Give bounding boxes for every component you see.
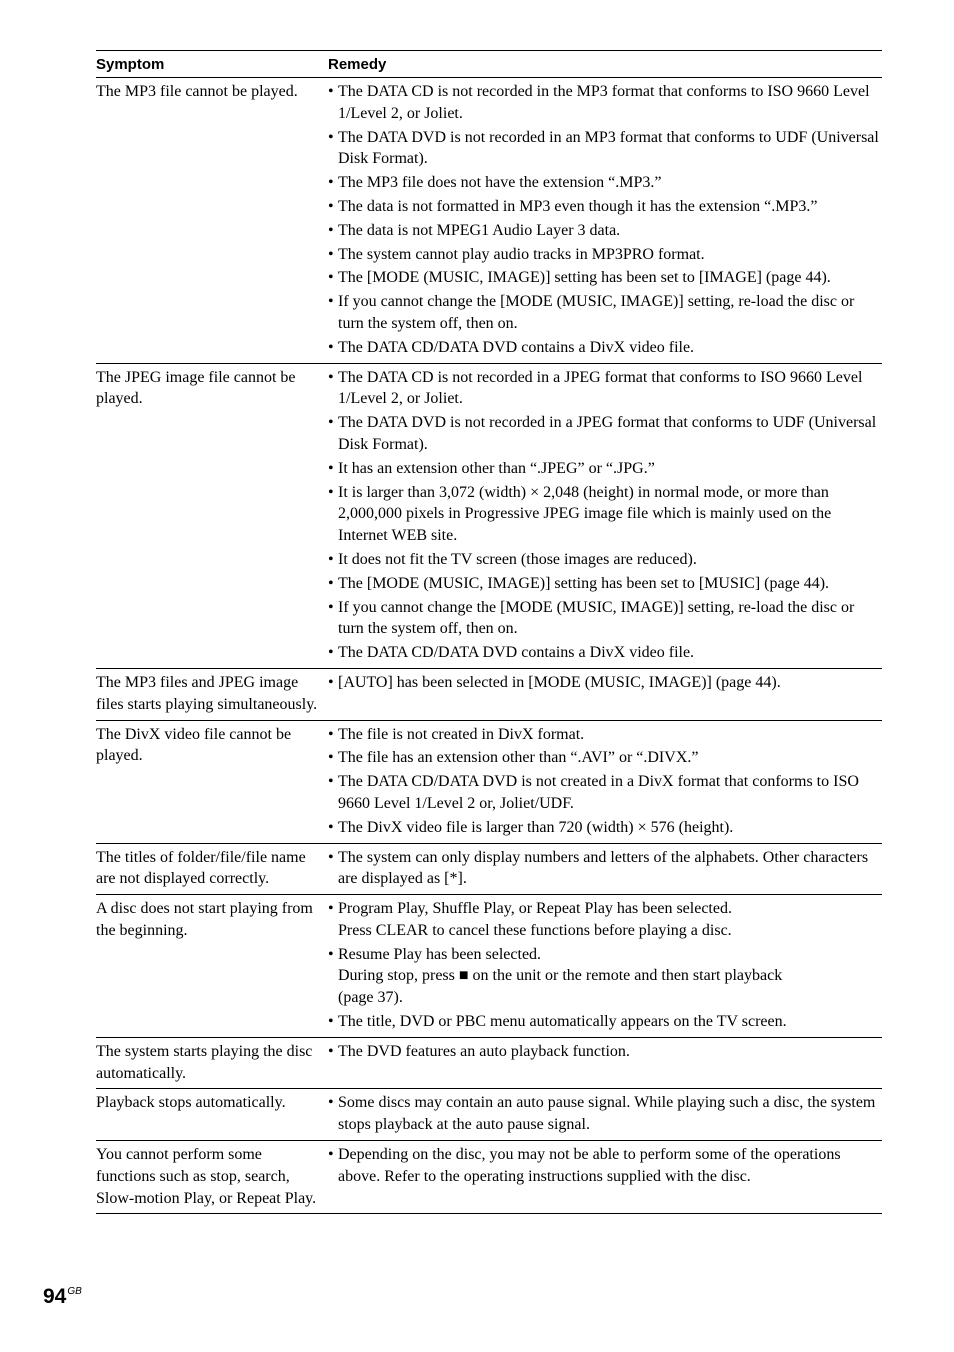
remedy-item: • The file has an extension other than “.AVI” or “.DIVX.” — [328, 747, 882, 769]
remedy-cell — [328, 724, 882, 839]
remedy-item: • The DATA CD/DATA DVD contains a DivX video file. — [328, 642, 882, 664]
symptom-cell: The system starts playing the disc automatically. — [96, 1042, 313, 1082]
symptom-cell: The DivX video file cannot be played. — [96, 725, 292, 765]
remedy-item: • It is larger than 3,072 (width) × 2,048 (height) in normal mode, or more than 2,000,000 pixels in Progressive JPEG image file which is mainly used on the Internet WEB site. — [328, 482, 882, 547]
remedy-item: • The title, DVD or PBC menu automatically appears on the TV screen. — [328, 1011, 882, 1033]
table-body — [96, 78, 882, 1214]
remedy-item: • [AUTO] has been selected in [MODE (MUSIC, IMAGE)] (page 44). — [328, 672, 882, 694]
symptom-cell: Playback stops automatically. — [96, 1094, 286, 1112]
remedy-item: • If you cannot change the [MODE (MUSIC, IMAGE)] setting, re-load the disc or turn the system off, then on. — [328, 291, 882, 335]
remedy-item: • The DATA CD/DATA DVD is not created in a DivX format that conforms to ISO 9660 Level 1/Level 2 or, Joliet/UDF. — [328, 771, 882, 815]
symptom-cell: The titles of folder/file/file name are not displayed correctly. — [96, 848, 306, 888]
remedy-item: • The DVD features an auto playback function. — [328, 1041, 882, 1063]
table-row — [96, 1038, 882, 1090]
remedy-item: • It does not fit the TV screen (those images are reduced). — [328, 549, 882, 571]
remedy-item: • The [MODE (MUSIC, IMAGE)] setting has been set to [IMAGE] (page 44). — [328, 267, 882, 289]
remedy-cell — [328, 847, 882, 891]
remedy-item: • It has an extension other than “.JPEG” or “.JPG.” — [328, 458, 882, 480]
table-row — [96, 78, 882, 364]
remedy-item: • Depending on the disc, you may not be able to perform some of the operations above. Refer to the operating instructions supplied with the disc. — [328, 1144, 882, 1188]
table-row — [96, 1089, 882, 1141]
remedy-item: • The system can only display numbers and letters of the alphabets. Other characters are displayed as [*]. — [328, 847, 882, 891]
remedy-cell — [328, 1092, 882, 1136]
symptom-column-header: Symptom — [96, 55, 165, 73]
remedy-item: • The data is not formatted in MP3 even though it has the extension “.MP3.” — [328, 196, 882, 218]
remedy-item: • The system cannot play audio tracks in MP3PRO format. — [328, 244, 882, 266]
remedy-item: • The MP3 file does not have the extension “.MP3.” — [328, 172, 882, 194]
remedy-cell — [328, 367, 882, 664]
remedy-item: • The [MODE (MUSIC, IMAGE)] setting has been set to [MUSIC] (page 44). — [328, 573, 882, 595]
remedy-cell — [328, 672, 882, 716]
symptom-cell: The MP3 file cannot be played. — [96, 83, 298, 100]
remedy-item: • Program Play, Shuffle Play, or Repeat Play has been selected. Press CLEAR to cancel these functions before playing a disc. — [328, 898, 882, 942]
symptom-cell: A disc does not start playing from the beginning. — [96, 900, 313, 939]
troubleshooting-table — [96, 50, 882, 1214]
table-header — [96, 50, 882, 78]
remedy-item: • Some discs may contain an auto pause signal. While playing such a disc, the system stops playback at the auto pause signal. — [328, 1092, 882, 1136]
table-row — [96, 895, 882, 1038]
symptom-cell: The JPEG image file cannot be played. — [96, 368, 296, 408]
remedy-cell — [328, 1041, 882, 1085]
remedy-item: • The DATA DVD is not recorded in an MP3 format that conforms to UDF (Universal Disk Format). — [328, 127, 882, 171]
remedy-item: • The file is not created in DivX format. — [328, 724, 882, 746]
table-row — [96, 721, 882, 844]
remedy-item: • If you cannot change the [MODE (MUSIC, IMAGE)] setting, re-load the disc or turn the system off, then on. — [328, 597, 882, 641]
page-number-value: 94 — [43, 1285, 67, 1308]
remedy-cell — [328, 81, 882, 359]
remedy-item: • The data is not MPEG1 Audio Layer 3 data. — [328, 220, 882, 242]
remedy-cell — [328, 1144, 882, 1209]
region-code: GB — [67, 1286, 82, 1297]
table-row — [96, 844, 882, 896]
remedy-item: • Resume Play has been selected. During stop, press ■ on the unit or the remote and then start playback (page 37). — [328, 944, 882, 1009]
table-row — [96, 1141, 882, 1214]
remedy-cell — [328, 898, 882, 1033]
page-number — [43, 1285, 82, 1309]
remedy-column-header: Remedy — [328, 55, 387, 73]
symptom-cell: The MP3 files and JPEG image files starts playing simultaneously. — [96, 673, 318, 713]
remedy-item: • The DATA CD/DATA DVD contains a DivX video file. — [328, 337, 882, 359]
symptom-cell: You cannot perform some functions such as stop, search, Slow-motion Play, or Repeat Play. — [96, 1146, 317, 1207]
table-row — [96, 364, 882, 669]
table-row — [96, 669, 882, 721]
remedy-item: • The DATA CD is not recorded in a JPEG format that conforms to ISO 9660 Level 1/Level 2, or Joliet. — [328, 367, 882, 411]
remedy-item: • The DivX video file is larger than 720 (width) × 576 (height). — [328, 817, 882, 839]
remedy-item: • The DATA CD is not recorded in the MP3 format that conforms to ISO 9660 Level 1/Level 2, or Joliet. — [328, 81, 882, 125]
remedy-item: • The DATA DVD is not recorded in a JPEG format that conforms to UDF (Universal Disk Format). — [328, 412, 882, 456]
